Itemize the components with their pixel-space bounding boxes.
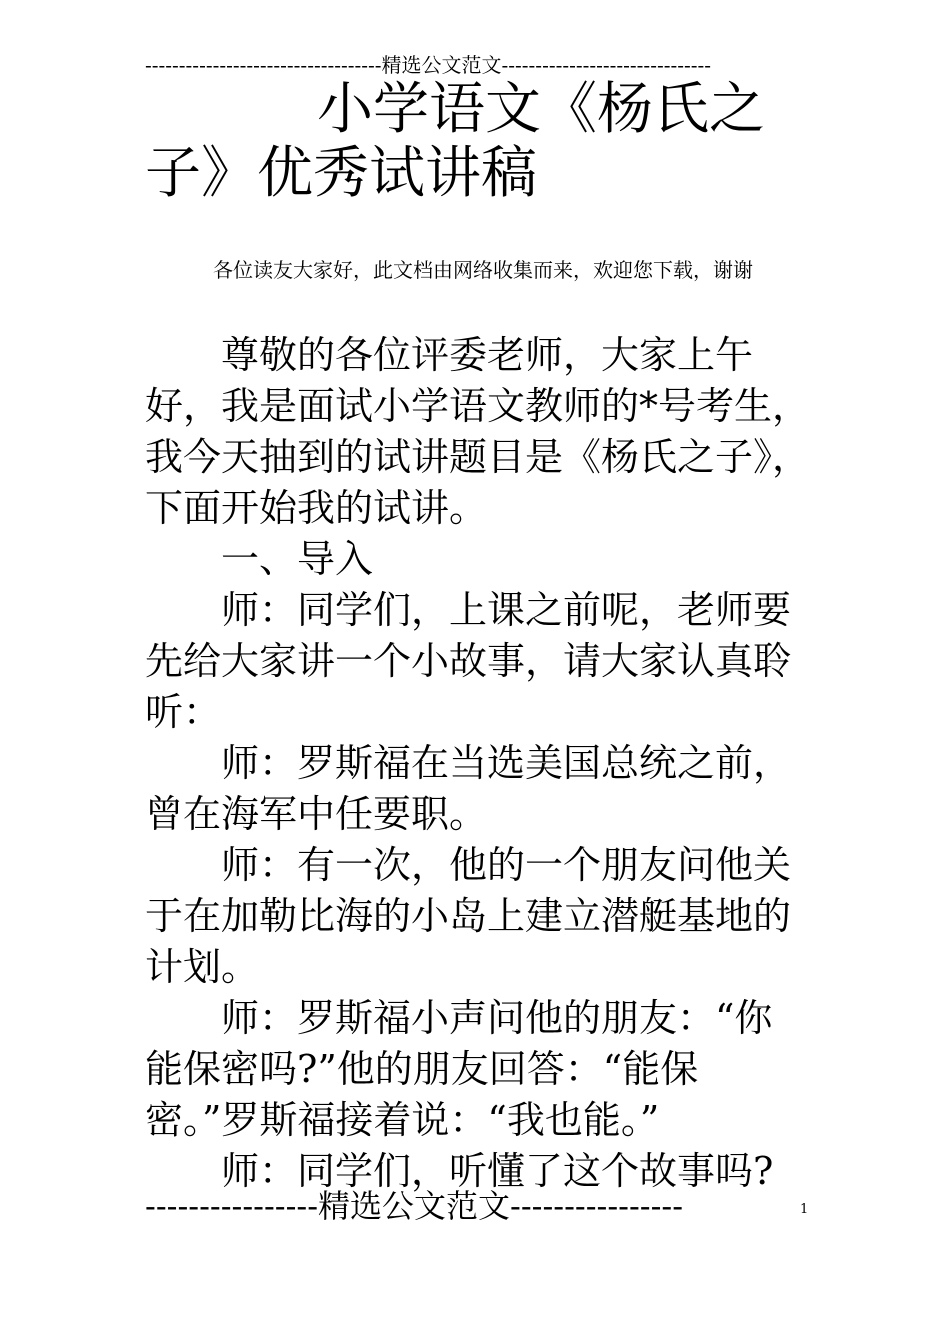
document-title: 小学语文《杨氏之子》优秀试讲稿 xyxy=(145,77,765,206)
paragraph-teacher-5: 师：同学们，听懂了这个故事吗? xyxy=(221,1149,774,1193)
paragraph-teacher-1: 师：同学们，上课之前呢，老师要先给大家讲一个小故事，请大家认真聆听： xyxy=(145,588,792,734)
download-notice: 各位读友大家好，此文档由网络收集而来，欢迎您下载，谢谢 xyxy=(213,258,753,282)
paragraph-teacher-2: 师：罗斯福在当选美国总统之前，曾在海军中任要职。 xyxy=(145,741,792,836)
page-footer: ----------------精选公文范文---------------- xyxy=(145,1187,684,1225)
page-header: -----------------------------------精选公文范文------------------------------- xyxy=(145,53,712,77)
page-number: 1 xyxy=(800,1202,809,1217)
paragraph-greeting: 尊敬的各位评委老师，大家上午好，我是面试小学语文教师的*号考生，我今天抽到的试讲题目是《杨氏之子》，下面开始我的试讲。 xyxy=(145,333,811,530)
section-heading-intro: 一、导入 xyxy=(221,537,374,581)
paragraph-teacher-3: 师：有一次，他的一个朋友问他关于在加勒比海的小岛上建立潜艇基地的计划。 xyxy=(145,843,792,989)
paragraph-teacher-4: 师：罗斯福小声问他的朋友：“你能保密吗?”他的朋友回答：“能保密。”罗斯福接着说：“我也能。” xyxy=(145,996,773,1142)
document-body xyxy=(145,330,810,1197)
